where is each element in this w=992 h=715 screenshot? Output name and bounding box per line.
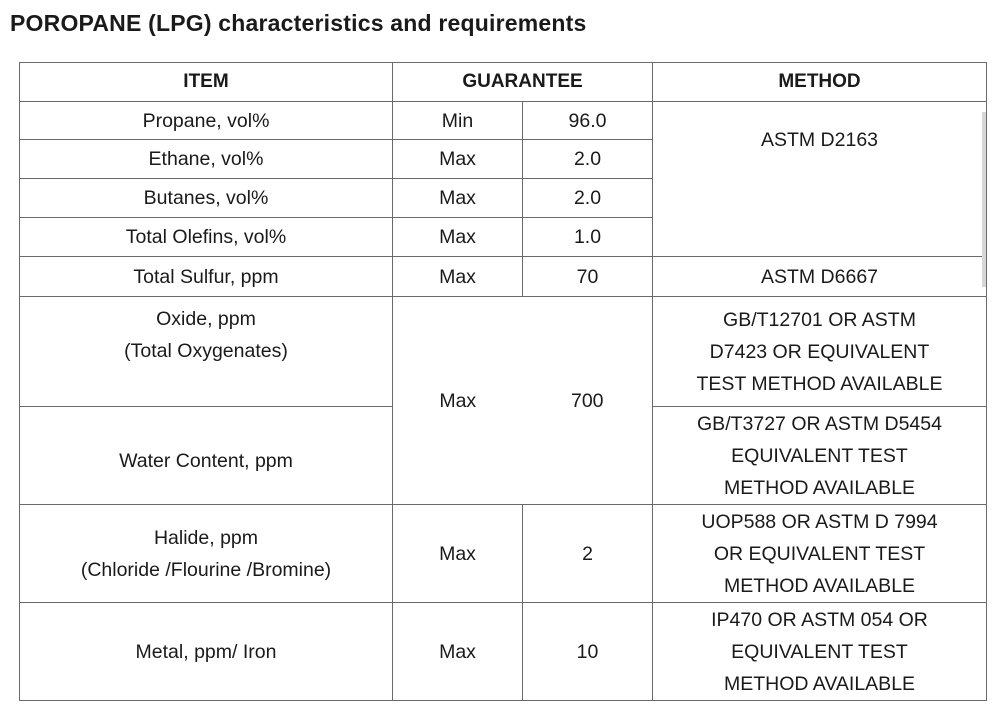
value-cell: 96.0	[523, 102, 653, 140]
method-cell	[653, 505, 987, 603]
shared-limit-value-cell	[393, 297, 653, 505]
method-cell	[653, 603, 987, 701]
document-title: POROPANE (LPG) characteristics and requirements	[10, 10, 587, 36]
value-cell: 1.0	[523, 218, 653, 257]
method-line: EQUIVALENT TEST	[731, 640, 908, 663]
item-cell: Ethane, vol%	[20, 140, 393, 179]
table-row	[20, 505, 987, 603]
table-row	[20, 102, 987, 140]
value-cell: 2.0	[523, 179, 653, 218]
limit-cell: Min	[393, 102, 523, 140]
value-cell: 2	[523, 505, 653, 603]
item-line: (Total Oxygenates)	[124, 340, 288, 362]
scan-edge-divider	[982, 112, 986, 287]
limit-cell: Max	[393, 140, 523, 179]
header-guarantee: GUARANTEE	[393, 63, 653, 102]
item-cell: Total Olefins, vol%	[20, 218, 393, 257]
value-cell: 700	[570, 389, 604, 412]
method-cell	[653, 407, 987, 505]
item-cell: Metal, ppm/ Iron	[20, 603, 393, 701]
value-cell: 2.0	[523, 140, 653, 179]
limit-cell: Max	[439, 389, 477, 412]
header-method: METHOD	[653, 63, 987, 102]
method-line: IP470 OR ASTM 054 OR	[711, 608, 928, 631]
value-cell: 70	[523, 257, 653, 297]
method-line: METHOD AVAILABLE	[723, 476, 916, 499]
item-line: (Chloride /Flourine /Bromine)	[80, 558, 332, 581]
table-row	[20, 257, 987, 297]
method-cell-astm-d2163: ASTM D2163	[653, 102, 987, 257]
limit-cell: Max	[393, 505, 523, 603]
specifications-table	[19, 62, 987, 701]
table-row	[20, 603, 987, 701]
method-line: D7423 OR EQUIVALENT	[709, 340, 930, 363]
method-line: TEST METHOD AVAILABLE	[696, 372, 943, 395]
limit-cell: Max	[393, 179, 523, 218]
item-cell: Propane, vol%	[20, 102, 393, 140]
table-header-row	[20, 63, 987, 102]
item-cell: Water Content, ppm	[20, 407, 393, 505]
method-cell: ASTM D6667	[653, 257, 987, 297]
item-cell	[20, 297, 393, 407]
method-line: OR EQUIVALENT TEST	[713, 542, 926, 565]
header-item: ITEM	[20, 63, 393, 102]
limit-cell: Max	[393, 603, 523, 701]
item-line: Oxide, ppm	[156, 308, 256, 330]
limit-cell: Max	[393, 218, 523, 257]
value-cell: 10	[523, 603, 653, 701]
item-line: Halide, ppm	[153, 526, 259, 549]
method-line: EQUIVALENT TEST	[731, 444, 908, 467]
method-line: METHOD AVAILABLE	[723, 672, 916, 695]
item-cell: Total Sulfur, ppm	[20, 257, 393, 297]
method-line: GB/T12701 OR ASTM	[723, 308, 916, 331]
method-line: METHOD AVAILABLE	[723, 574, 916, 597]
item-cell	[20, 505, 393, 603]
table-row	[20, 297, 987, 407]
method-line: GB/T3727 OR ASTM D5454	[697, 412, 942, 435]
method-line: UOP588 OR ASTM D 7994	[701, 510, 938, 533]
limit-cell: Max	[393, 257, 523, 297]
item-cell: Butanes, vol%	[20, 179, 393, 218]
method-cell	[653, 297, 987, 407]
